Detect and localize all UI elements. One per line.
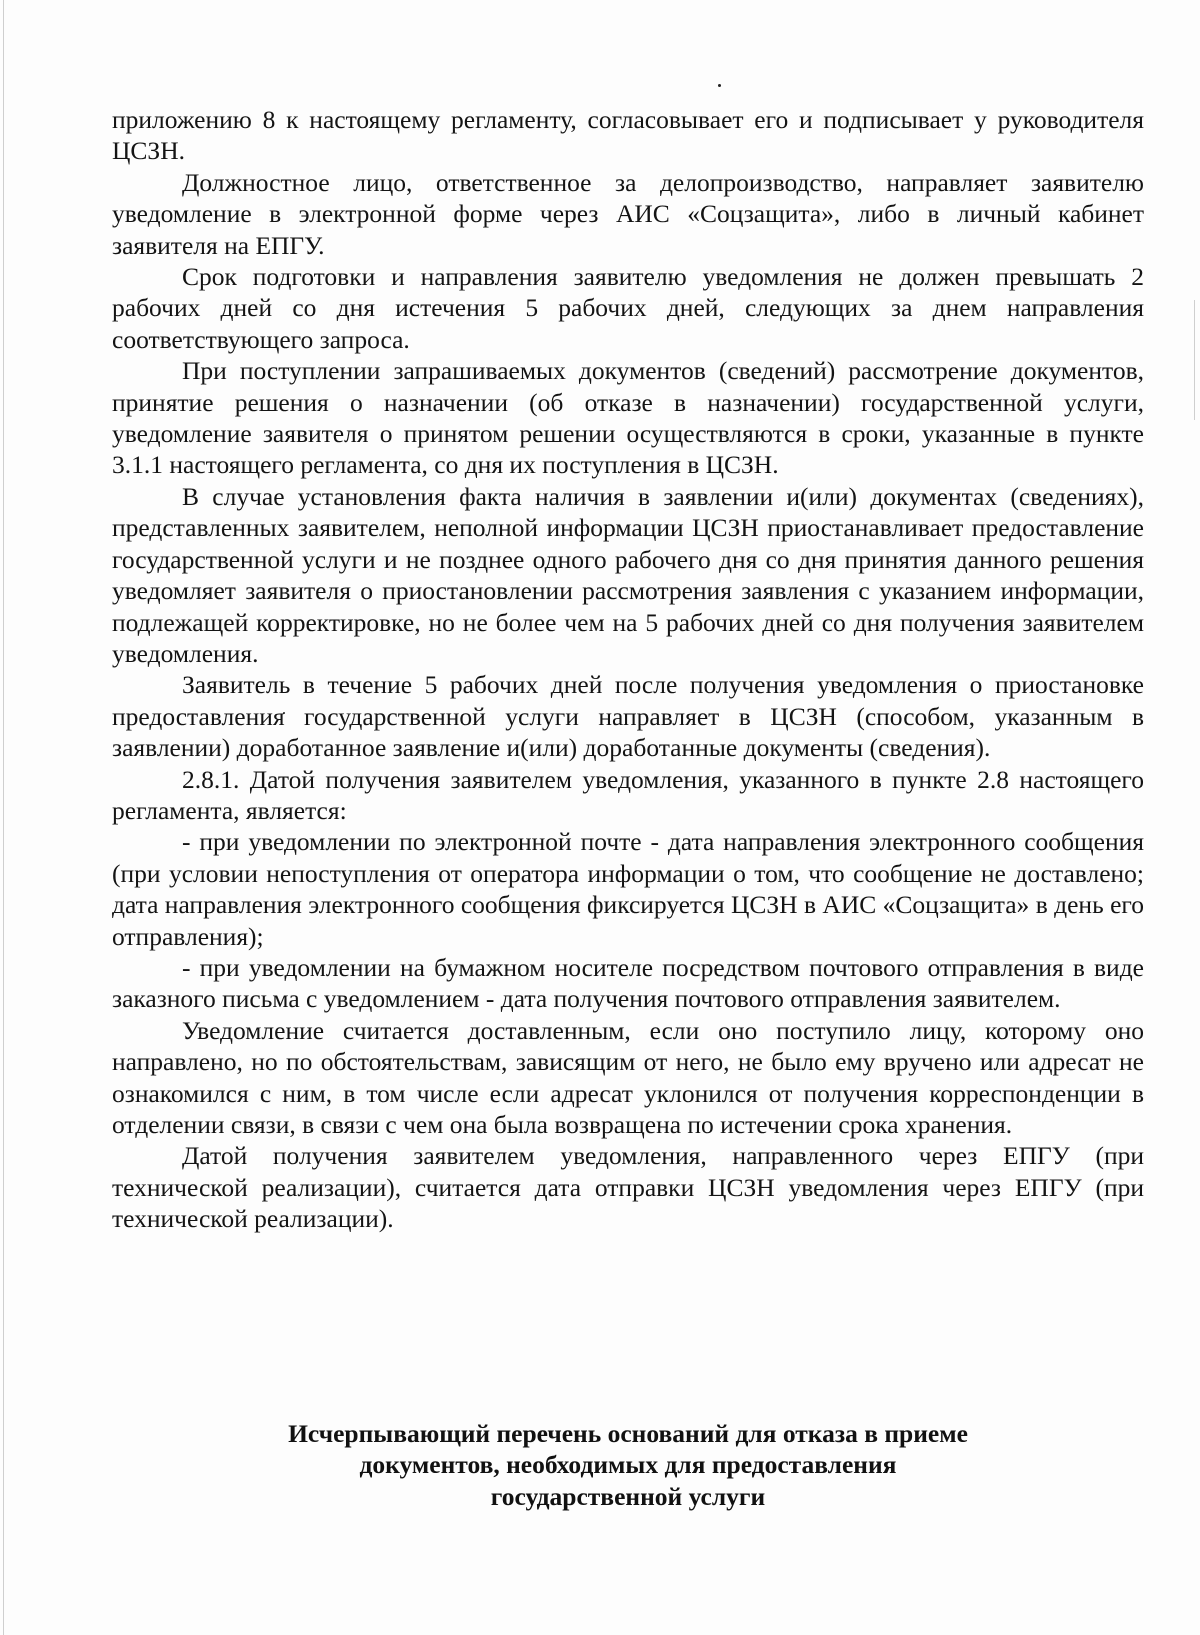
paragraph: Датой получения заявителем уведомления, направленного через ЕПГУ (при технической реализации), считается дата отправки ЦСЗН уведомления через ЕПГУ (при технической реализации).: [112, 1141, 1144, 1234]
scan-edge-right: [1194, 300, 1195, 420]
paragraph-continuation: приложению 8 к настоящему регламенту, согласовывает его и подписывает у руководителя ЦСЗН.: [112, 105, 1144, 166]
paragraph: 2.8.1. Датой получения заявителем уведомления, указанного в пункте 2.8 настоящего регламента, является:: [112, 764, 1144, 825]
paragraph: В случае установления факта наличия в заявлении и(или) документах (сведениях), представленных заявителем, неполной информации ЦСЗН приостанавливает предоставление государственной услуги и не позднее одного рабочего дня со дня принятия данного решения уведомляет заявителя о приостановлении рассмотрения заявления с указанием информации, подлежащей корректировке, но не более чем на 5 рабочих дней со дня получения заявителем уведомления.: [112, 481, 1144, 668]
section-heading: [112, 1418, 1144, 1512]
document-body: [112, 104, 1144, 1235]
paragraph: Заявитель в течение 5 рабочих дней после получения уведомления о приостановке предоставления государственной услуги направляет в ЦСЗН (способом, указанным в заявлении) доработанное заявление и(или) доработанные документы (сведения).: [112, 670, 1144, 763]
section-heading-line: Исчерпывающий перечень оснований для отказа в приеме: [288, 1419, 968, 1448]
paragraph: Должностное лицо, ответственное за делопроизводство, направляет заявителю уведомление в электронной форме через АИС «Соцзащита», либо в личный кабинет заявителя на ЕПГУ.: [112, 167, 1144, 260]
list-item: - при уведомлении по электронной почте - дата направления электронного сообщения (при условии непоступления от оператора информации о том, что сообщение не доставлено; дата направления электронного сообщения фиксируется ЦСЗН в АИС «Соцзащита» в день его отправления);: [112, 827, 1144, 951]
list-item: - при уведомлении на бумажном носителе посредством почтового отправления в виде заказного письма с уведомлением - дата получения почтового отправления заявителем.: [112, 952, 1144, 1014]
scan-speck: [718, 84, 721, 87]
section-heading-line: документов, необходимых для предоставления: [359, 1450, 897, 1480]
paragraph: При поступлении запрашиваемых документов (сведений) рассмотрение документов, принятие решения о назначении (об отказе в назначении) государственной услуги, уведомление заявителя о принятом решении осуществляются в сроки, указанные в пункте 3.1.1 настоящего регламента, со дня их поступления в ЦСЗН.: [112, 356, 1144, 480]
paragraph: Срок подготовки и направления заявителю уведомления не должен превышать 2 рабочих дней со дня истечения 5 рабочих дней, следующих за днем направления соответствующего запроса.: [112, 262, 1144, 354]
scan-edge-left: [3, 0, 4, 1635]
paragraph: Уведомление считается доставленным, если оно поступило лицу, которому оно направлено, но по обстоятельствам, зависящим от него, не было ему вручено или адресат не ознакомился с ним, в том числе если адресат уклонился от получения корреспонденции в отделении связи, в связи с чем она была возвращена по истечении срока хранения.: [112, 1015, 1144, 1139]
section-heading-line: государственной услуги: [490, 1481, 766, 1511]
